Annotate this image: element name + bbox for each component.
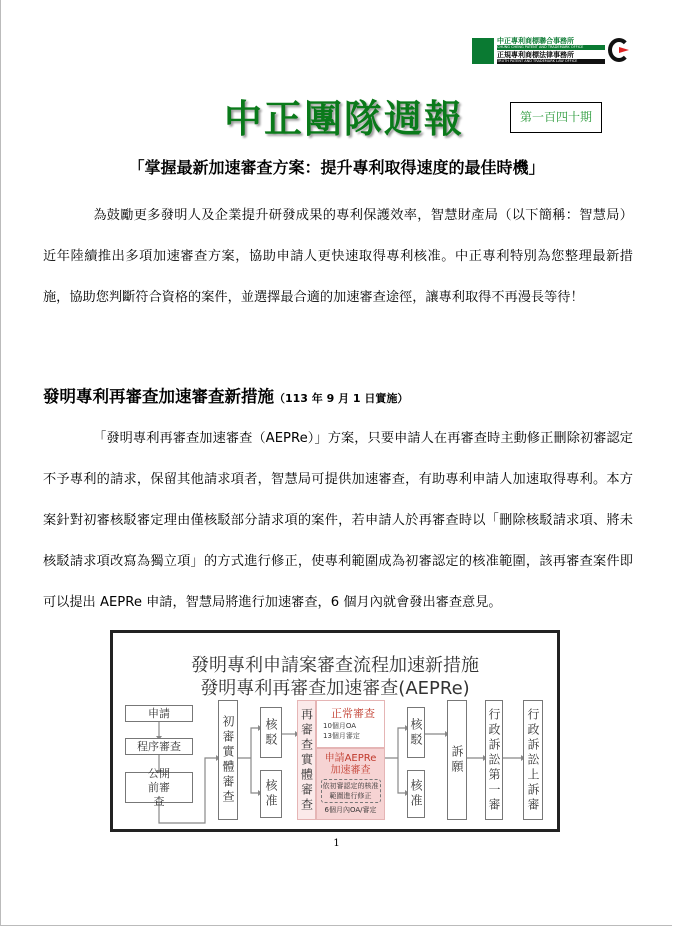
headline: 「掌握最新加速審查方案：提升專利取得速度的最佳時機」 xyxy=(128,158,545,177)
intro-paragraph: 為鼓勵更多發明人及企業提升研發成果的專利保護效率，智慧財產局（以下簡稱：智慧局）近年陸續推出多項加速審查方案，協助申請人更快速取得專利核准。中正專利特別為您整理最新措施，協助您判斷符合資格的案件，並選擇最合適的加速審查途徑，讓專利取得不再漫長等待！ xyxy=(43,208,633,305)
step-admin-appeal: 行政訴訟上訴審 xyxy=(523,700,543,820)
figure-subtitle: 發明專利再審查加速審查(AEPRe) xyxy=(200,678,470,699)
flowchart-figure xyxy=(110,630,560,832)
figure-title: 發明專利申請案審查流程加速新措施 xyxy=(191,655,479,676)
page-number: 1 xyxy=(333,838,340,849)
firm-logo: 中正專利商標聯合事務所 CHUNG CHENG PATENT AND TRADEMARK OFFICE 正規專利商標法律事務所 TRUTH PATENT AND TRADEMARK LAW OFFICE xyxy=(472,36,632,66)
step-prepublication: 公開前審查 xyxy=(125,772,193,803)
step-apply: 申請 xyxy=(125,705,193,722)
aepre-exam-box: 申請AEPRe 加速審查 依初審認定的核准範圍進行修正 6個月內OA/審定 xyxy=(316,748,385,820)
step-reject: 核駁 xyxy=(260,707,282,758)
section-heading: 發明專利再審查加速審查新措施（113 年 9 月 1 日實施） xyxy=(43,387,409,406)
step-admin-first: 行政訴訟第一審 xyxy=(485,700,503,820)
newsletter-title: 中正團隊週報 xyxy=(224,97,465,141)
issue-number: 第一百四十期 xyxy=(510,102,602,133)
step-formal-exam: 程序審查 xyxy=(125,738,193,755)
normal-exam-box: 正常審查 10個月OA 13個月審定 xyxy=(316,700,385,748)
step-approve: 核准 xyxy=(260,770,282,818)
step-re-exam: 再審查實體審查 xyxy=(297,700,316,820)
section-paragraph: 「發明專利再審查加速審查（AEPRe）」方案，只要申請人在再審查時主動修正刪除初審認定不予專利的請求，保留其他請求項者，智慧局可提供加速審查，有助專利申請人加速取得專利。本方案針對初審核駁審定理由僅核駁部分請求項的案件，若申請人於再審查時以「刪除核駁請求項、將未核駁請求項改寫為獨立項」的方式進行修正，使專利範圍成為初審認定的核准範圍，該再審查案件即可以提出 AEPRe 申請，智慧局將進行加速審查，6 個月內就會發出審查意見。 xyxy=(43,431,633,610)
logo-swoosh-icon xyxy=(608,38,630,62)
step-reject-2: 核駁 xyxy=(407,707,425,758)
step-approve-2: 核准 xyxy=(407,770,425,818)
step-first-exam: 初審實體審查 xyxy=(218,700,238,820)
step-appeal: 訴願 xyxy=(447,700,467,820)
